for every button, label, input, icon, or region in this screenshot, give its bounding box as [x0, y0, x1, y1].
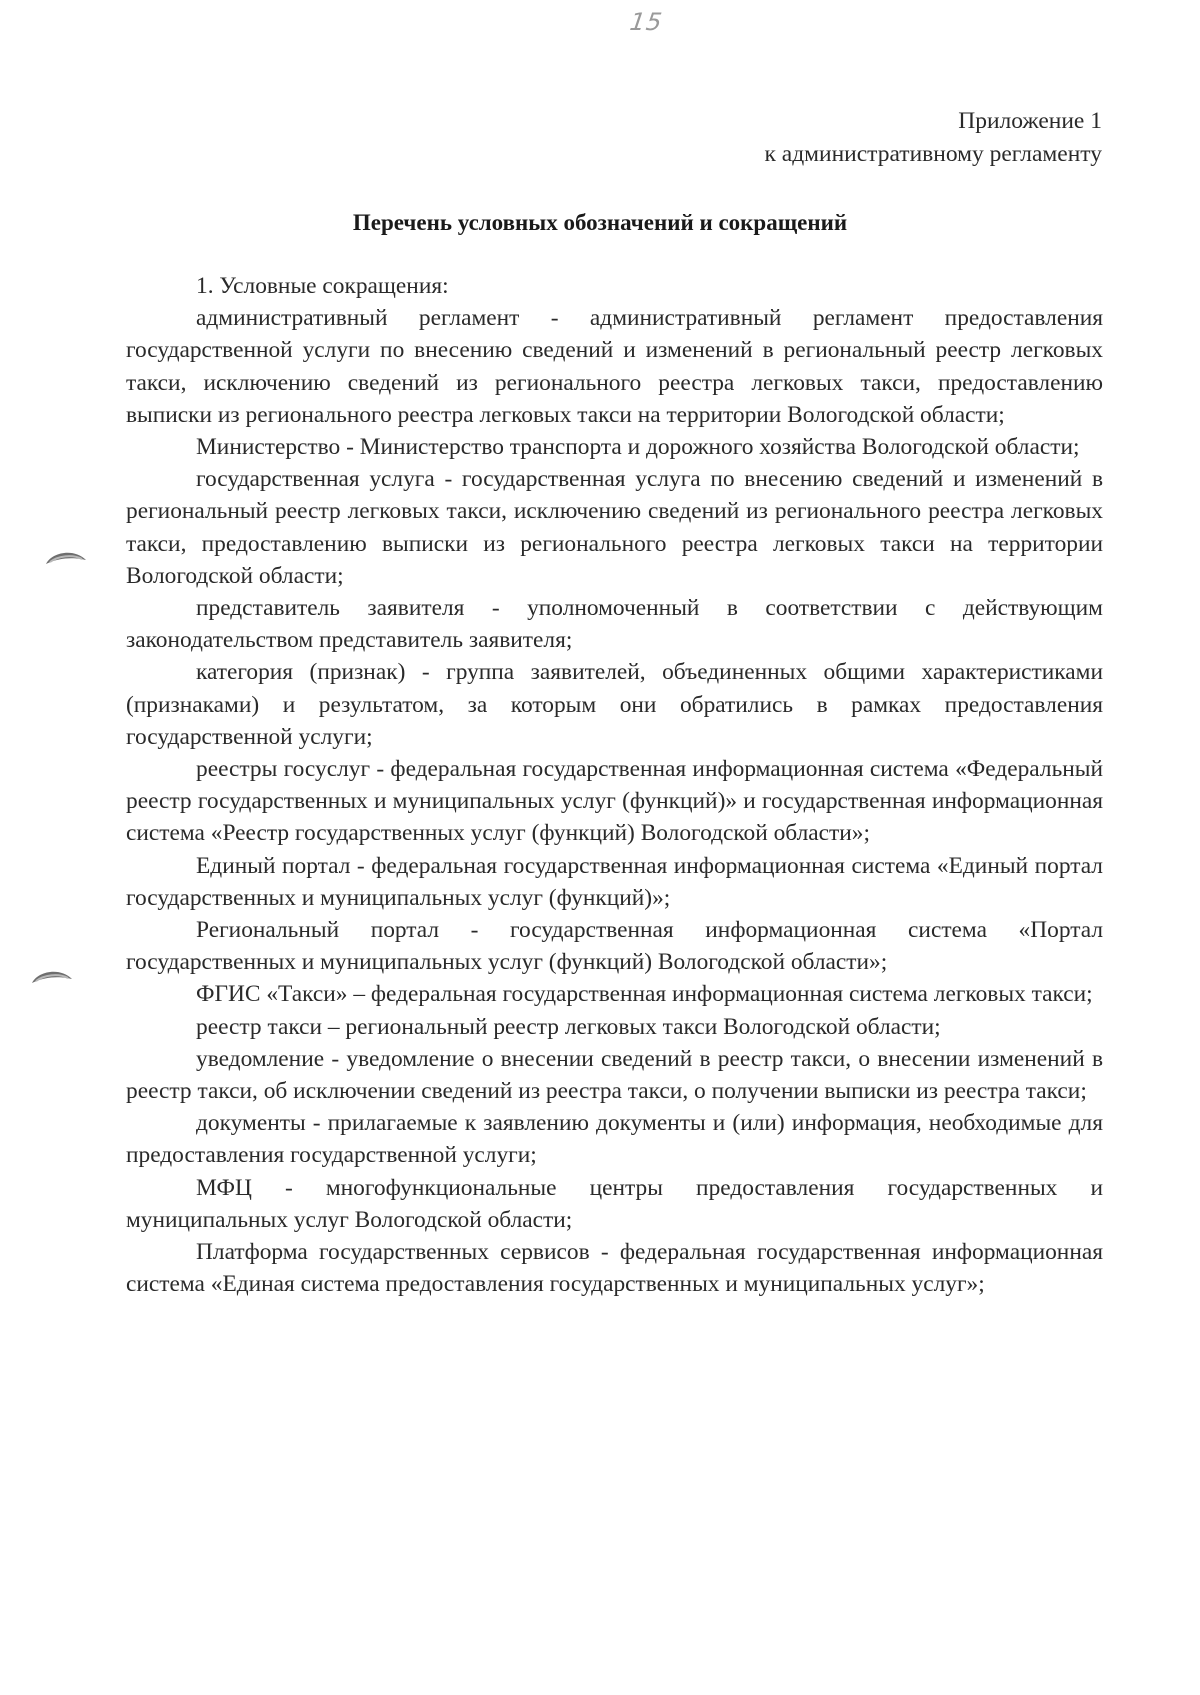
handwritten-page-number: 15 — [628, 8, 665, 36]
punch-hole-mark-icon — [44, 548, 88, 566]
definition-paragraph: Министерство - Министерство транспорта и дорожного хозяйства Вологодской области; — [196, 434, 1080, 461]
definition-paragraph: уведомление - уведомление о внесении сведений в реестр такси, о внесении изменений в реестр такси, об исключении сведений из реестра такси, о получении выписки из реестра такси; — [126, 1045, 1103, 1105]
definition-paragraph: представитель заявителя - уполномоченный в соответствии с действующим законодательством представитель заявителя; — [126, 595, 1103, 654]
definition-paragraph: реестры госуслуг - федеральная государственная информационная система «Федеральный реестр государственных и муниципальных услуг (функций)» и государственная информационная система «Реестр государственных услуг (функций) Вологодской области»; — [126, 756, 1103, 847]
document-body — [126, 270, 1103, 1301]
document-title: Перечень условных обозначений и сокращений — [352, 210, 848, 235]
appendix-header — [764, 105, 1102, 171]
punch-hole-mark-icon — [30, 967, 74, 985]
section-heading: 1. Условные сокращения: — [196, 273, 449, 299]
definition-paragraph: МФЦ - многофункциональные центры предоставления государственных и муниципальных услуг Вологодской области; — [126, 1174, 1103, 1233]
appendix-reference: к административному регламенту — [764, 141, 1102, 167]
definition-paragraph: реестр такси – региональный реестр легковых такси Вологодской области; — [196, 1013, 941, 1040]
definition-paragraph: Региональный портал - государственная информационная система «Портал государственных и муниципальных услуг (функций) Вологодской области»; — [126, 917, 1103, 976]
definition-paragraph: ФГИС «Такси» – федеральная государственная информационная система легковых такси; — [196, 981, 1093, 1008]
appendix-number: Приложение 1 — [958, 108, 1102, 134]
definition-paragraph: административный регламент - административный регламент предоставления государственной услуги по внесению сведений и изменений в региональный реестр легковых такси, исключению сведений из регионального реестра легковых такси, предоставлению выписки из регионального реестра легковых такси на территории Вологодской области; — [126, 305, 1103, 428]
definition-paragraph: категория (признак) - группа заявителей, объединенных общими характеристиками (признаками) и результатом, за которым они обратились в рамках предоставления государственной услуги; — [126, 659, 1103, 750]
definition-paragraph: документы - прилагаемые к заявлению документы и (или) информация, необходимые для предоставления государственной услуги; — [126, 1110, 1103, 1169]
definition-paragraph: Единый портал - федеральная государственная информационная система «Единый портал государственных и муниципальных услуг (функций)»; — [126, 852, 1103, 911]
definition-paragraph: Платформа государственных сервисов - федеральная государственная информационная система «Единая система предоставления государственных и муниципальных услуг»; — [126, 1239, 1103, 1298]
definition-paragraph: государственная услуга - государственная услуга по внесению сведений и изменений в региональный реестр легковых такси, исключению сведений из регионального реестра легковых такси, предоставлению выписки из регионального реестра легковых такси на территории Вологодской области; — [126, 466, 1103, 589]
